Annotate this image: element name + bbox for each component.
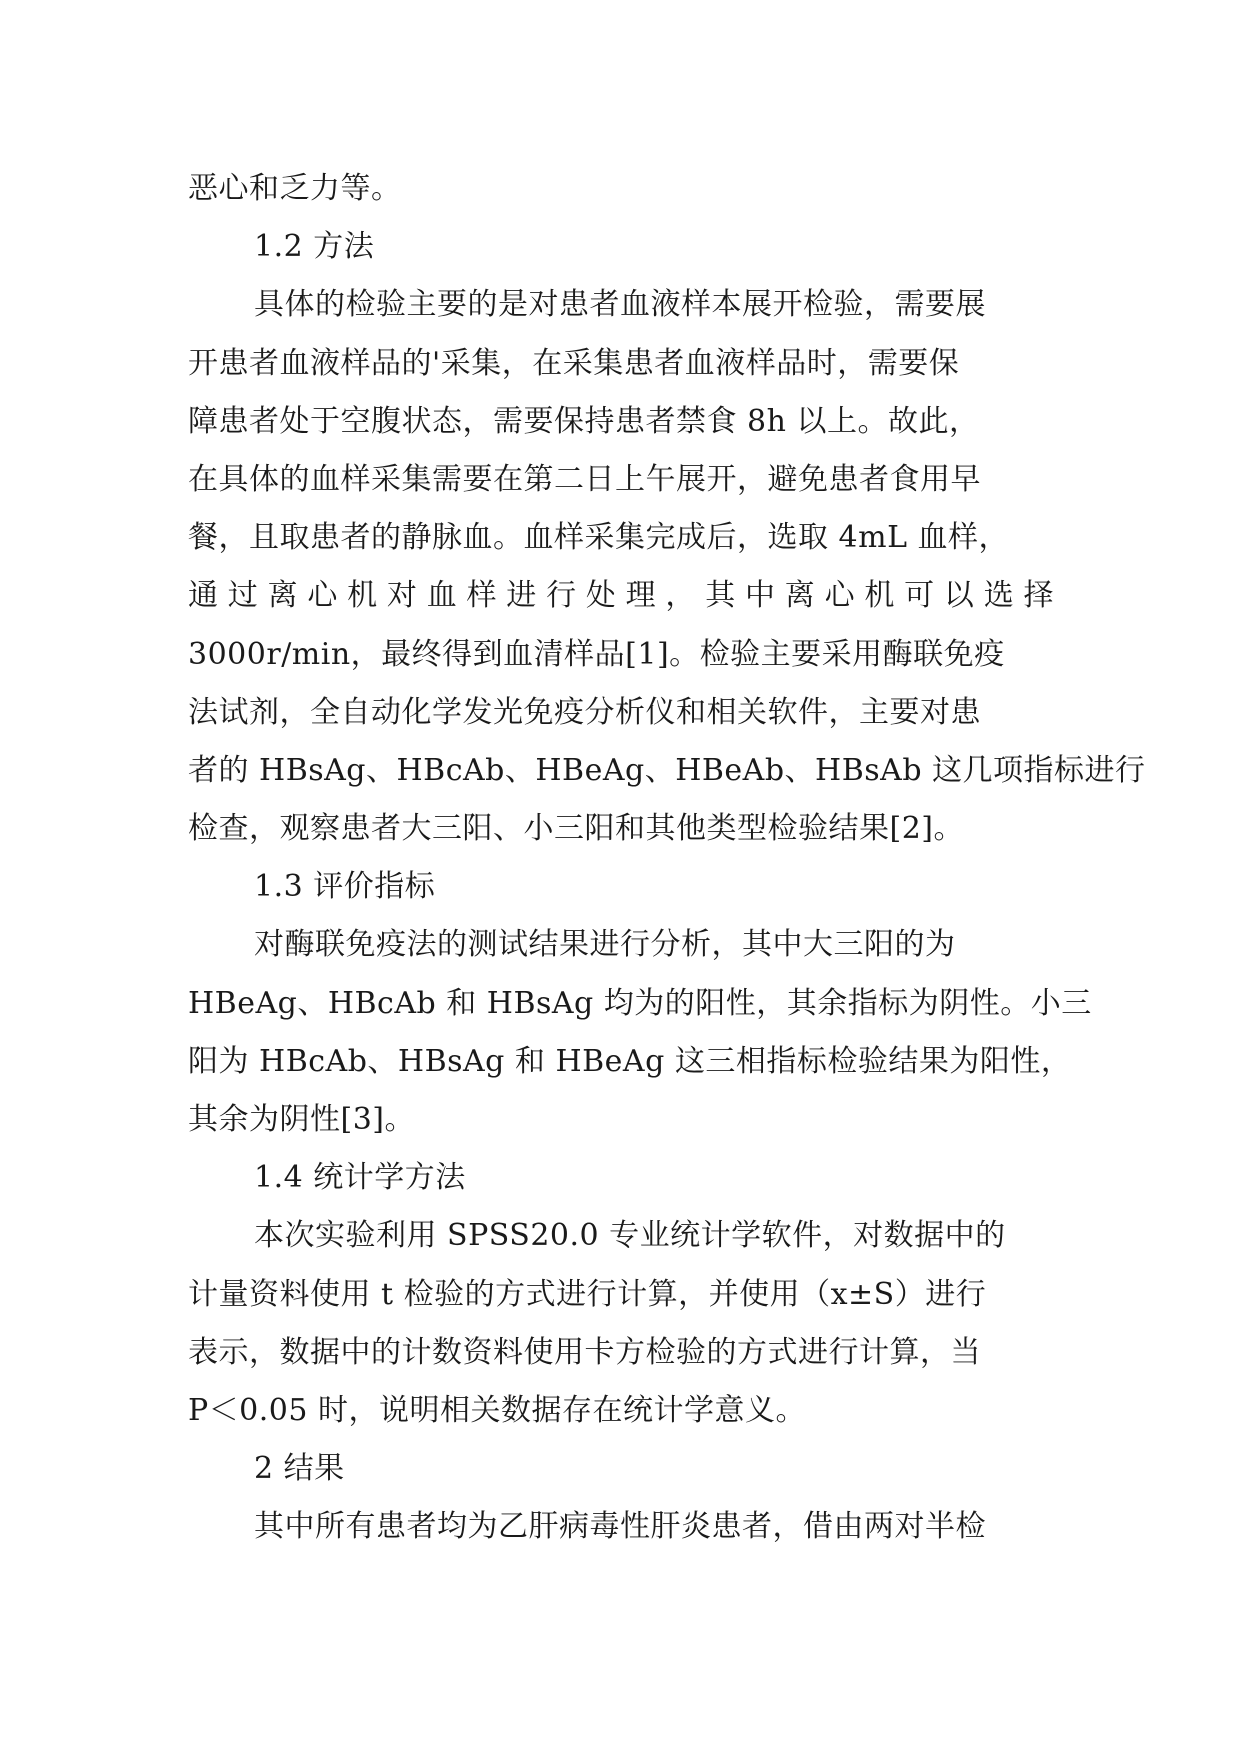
text-line: 计量资料使用 t 检验的方式进行计算，并使用（x±S）进行 bbox=[188, 1276, 987, 1312]
text-line: 其中所有患者均为乙肝病毒性肝炎患者，借由两对半检 bbox=[254, 1509, 986, 1545]
text-line: HBeAg、HBcAb 和 HBsAg 均为的阳性，其余指标为阴性。小三 bbox=[188, 985, 1092, 1021]
text-line: 具体的检验主要的是对患者血液样本展开检验，需要展 bbox=[254, 287, 986, 323]
text-line: 阳为 HBcAb、HBsAg 和 HBeAg 这三相指标检验结果为阳性， bbox=[188, 1043, 1072, 1079]
section-heading-evaluation: 1.3 评价指标 bbox=[254, 869, 436, 905]
text-line: 餐，且取患者的静脉血。血样采集完成后，选取 4mL 血样， bbox=[188, 520, 1010, 556]
text-line: 恶心和乏力等。 bbox=[188, 171, 402, 206]
text-line: 通过离心机对血样进行处理，其中离心机可以选择 bbox=[188, 578, 1054, 614]
text-line: 在具体的血样采集需要在第二日上午展开，避免患者食用早 bbox=[188, 461, 981, 497]
text-line: 者的 HBsAg、HBcAb、HBeAg、HBeAb、HBsAb 这几项指标进行 bbox=[188, 752, 1146, 788]
text-line: 开患者血液样品的'采集，在采集患者血液样品时，需要保 bbox=[188, 345, 960, 381]
text-line: 法试剂，全自动化学发光免疫分析仪和相关软件，主要对患 bbox=[188, 694, 981, 730]
text-line: P＜0.05 时，说明相关数据存在统计学意义。 bbox=[188, 1392, 807, 1428]
section-heading-statistics: 1.4 统计学方法 bbox=[254, 1160, 466, 1196]
document-body bbox=[188, 160, 1146, 1557]
text-line: 3000r/min，最终得到血清样品[1]。检验主要采用酶联免疫 bbox=[188, 636, 1005, 672]
text-line: 其余为阴性[3]。 bbox=[188, 1102, 415, 1137]
text-line: 本次实验利用 SPSS20.0 专业统计学软件，对数据中的 bbox=[254, 1218, 1006, 1254]
text-line: 检查，观察患者大三阳、小三阳和其他类型检验结果[2]。 bbox=[188, 811, 964, 847]
text-line: 障患者处于空腹状态，需要保持患者禁食 8h 以上。故此， bbox=[188, 403, 980, 439]
text-line: 对酶联免疫法的测试结果进行分析，其中大三阳的为 bbox=[254, 927, 956, 963]
text-line: 表示，数据中的计数资料使用卡方检验的方式进行计算，当 bbox=[188, 1334, 981, 1370]
section-heading-methods: 1.2 方法 bbox=[254, 229, 375, 265]
section-heading-results: 2 结果 bbox=[254, 1451, 345, 1487]
